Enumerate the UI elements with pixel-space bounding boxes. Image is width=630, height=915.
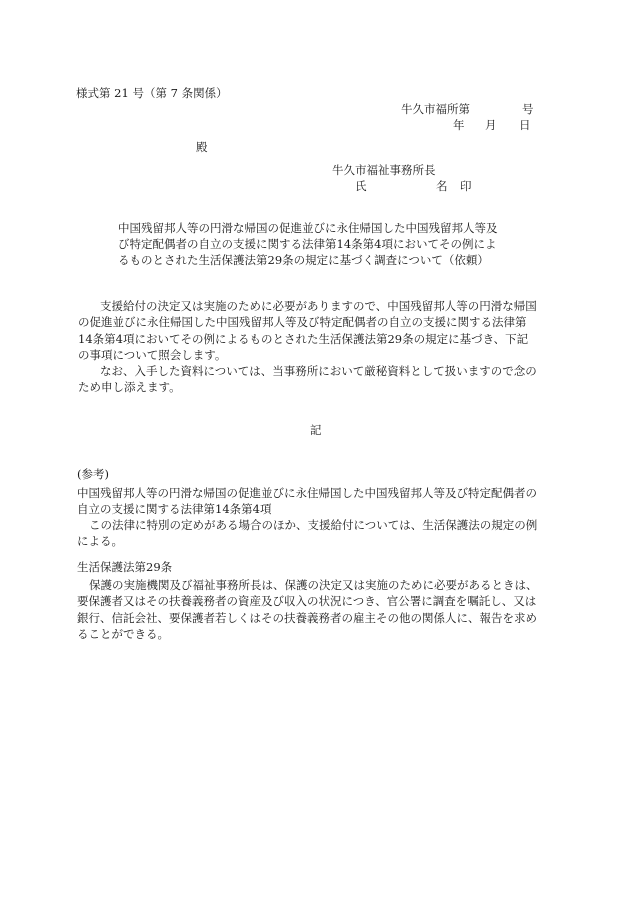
sender-name-label-1: 氏 <box>355 179 367 193</box>
body-text <box>78 298 537 396</box>
subject-line: るものとされた生活保護法第29条の規定に基づく調査について（依頼） <box>118 253 489 267</box>
date-day-label: 日 <box>519 118 531 132</box>
law2-text-line: ることができる。 <box>77 626 169 641</box>
date-year-label: 年 <box>453 118 465 132</box>
ki-heading: 記 <box>310 423 322 437</box>
sender-name-label-2: 名 <box>436 179 448 193</box>
reference-law2 <box>77 577 538 642</box>
form-number: 様式第 21 号（第 7 条関係） <box>76 86 228 100</box>
law2-text-line: 要保護者又はその扶養義務者の資産及び収入の状況につき、官公署に調査を嘱託し、又は <box>77 594 537 609</box>
document-number-prefix: 牛久市福所第 <box>401 102 470 116</box>
body-line: 支援給付の決定又は実施のために必要がありますので、中国残留邦人等の円滑な帰国 <box>100 299 537 313</box>
addressee-honorific: 殿 <box>196 140 208 154</box>
reference-heading: (参考) <box>77 467 109 481</box>
law1-title-line: 自立の支援に関する法律第14条第4項 <box>77 502 272 516</box>
sender-title: 牛久市福祉事務所長 <box>332 163 436 177</box>
subject-title <box>118 220 498 268</box>
law2-text-line: 銀行、信託会社、要保護者若しくはその扶養義務者の雇主その他の関係人に、報告を求め <box>77 610 537 625</box>
seal-mark: 印 <box>460 179 472 193</box>
body-line: ため申し添えます。 <box>78 380 181 395</box>
subject-line: び特定配偶者の自立の支援に関する法律第14条第4項においてその例によ <box>118 237 497 251</box>
body-line: の促進並びに永住帰国した中国残留邦人等及び特定配偶者の自立の支援に関する法律第 <box>78 315 527 330</box>
reference-law1 <box>77 485 537 549</box>
date-month-label: 月 <box>485 118 497 132</box>
body-line: なお、入手した資料については、当事務所において厳秘資料として扱いますので念の <box>100 364 537 379</box>
law1-text-line: による。 <box>77 534 123 548</box>
document-number-suffix: 号 <box>522 102 534 116</box>
body-line: 14条第4項においてその例によるものとされた生活保護法第29条の規定に基づき、下記 <box>78 331 529 346</box>
subject-line: 中国残留邦人等の円滑な帰国の促進並びに永住帰国した中国残留邦人等及 <box>118 221 498 235</box>
law1-text-line: この法律に特別の定めがある場合のほか、支援給付については、生活保護法の規定の例 <box>89 518 538 532</box>
law2-title: 生活保護法第29条 <box>77 560 173 574</box>
law1-title-line: 中国残留邦人等の円滑な帰国の促進並びに永住帰国した中国残留邦人等及び特定配偶者の <box>77 486 537 500</box>
body-line: の事項について照会します。 <box>78 347 227 362</box>
law2-text-line: 保護の実施機関及び福祉事務所長は、保護の決定又は実施のために必要があるときは、 <box>89 578 538 592</box>
